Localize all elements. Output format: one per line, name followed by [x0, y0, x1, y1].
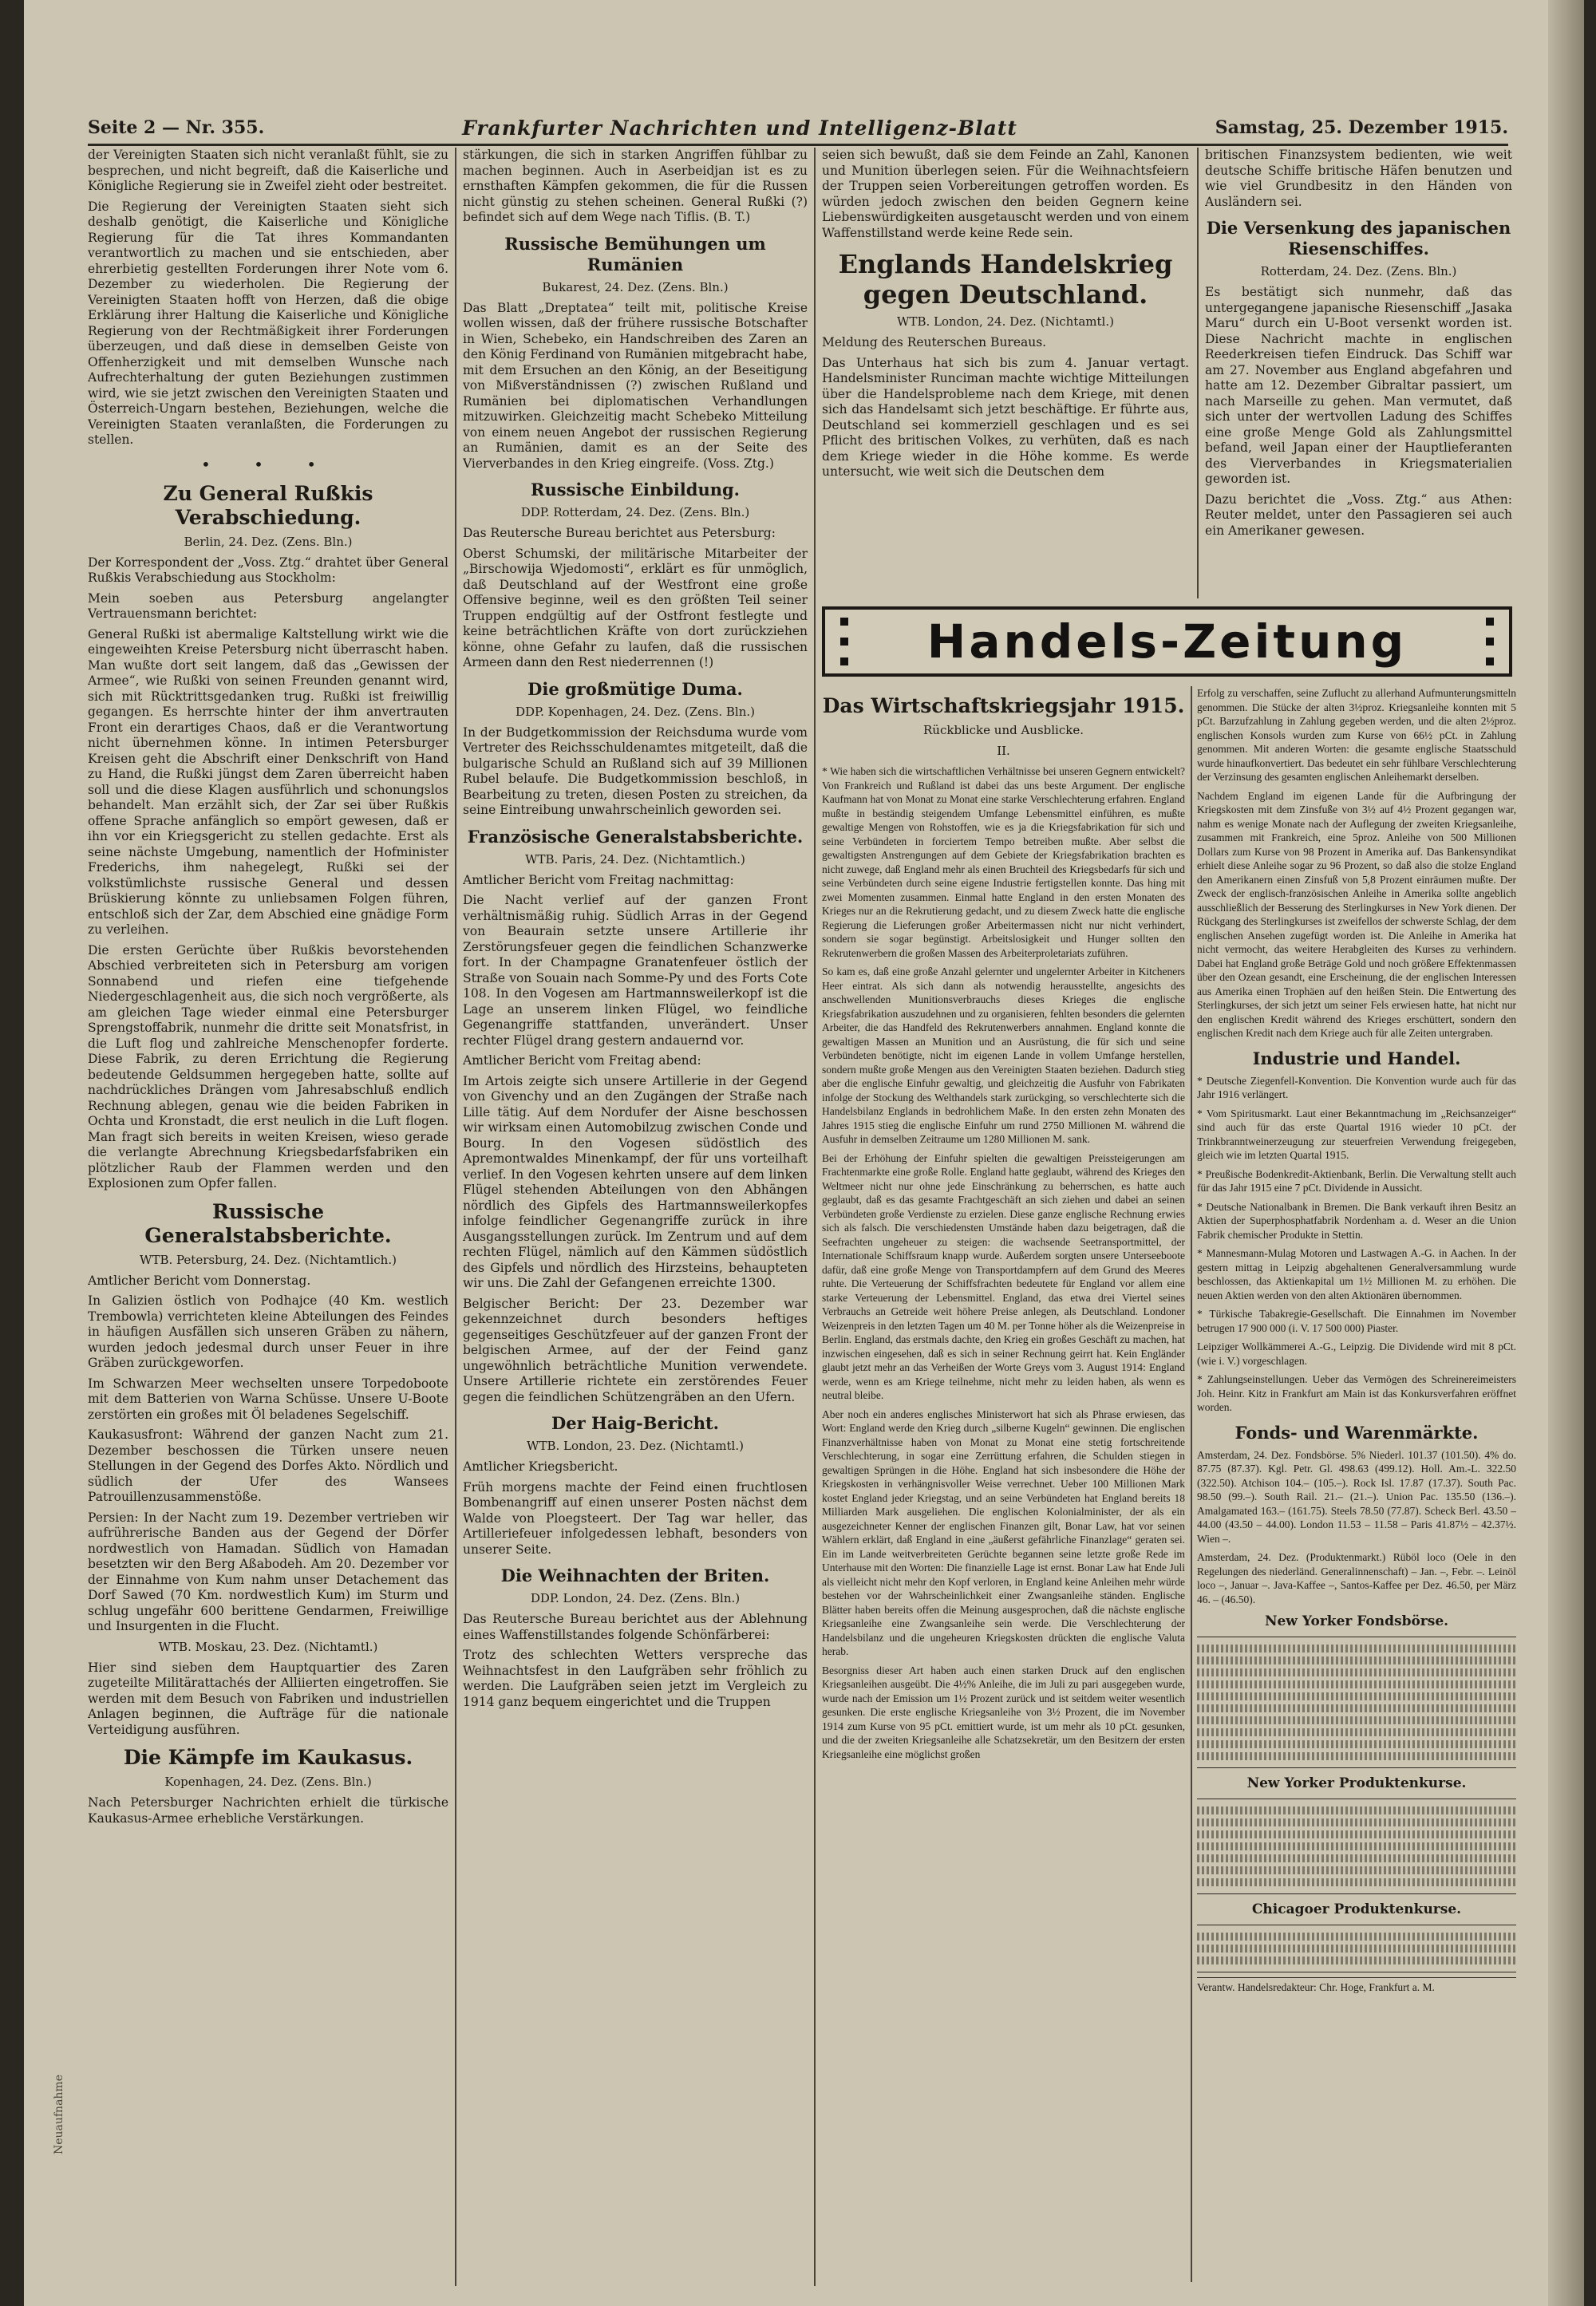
- article-text: Dazu berichtet die „Voss. Ztg.“ aus Athen: Reuter meldet, unter den Passagieren sei auch ein Amerikaner gewesen.: [1205, 492, 1512, 538]
- article-text: Das Reutersche Bureau berichtet aus der Ablehnung eines Waffenstillstandes folgende Schönfärberei:: [463, 1612, 808, 1642]
- article-text: Nachdem England im eigenen Lande für die Aufbringung der Kriegskosten mit dem Zinsfuße von 3½ auf 4½ Prozent gegangen war, nahm es wenige Monate nach der Auflegung der zweiten Kriegsanleihe, zusammen mit Frankreich, eine 5proz. Anleihe von 500 Millionen Dollars zum Kurse von 98 Prozent in Amerika auf. Das Bankensyndikat erhielt diese Anleihe sogar zu 96 Prozent, so daß also die stolze England den Amerikanern einen Zinsfuß von 5,8 Prozent einräumen mußte. Der Zweck der englisch-französischen Anleihe in Amerika sollte angeblich ausschließlich der Besserung des Sterlingkurses in New York dienen. Der Rückgang des Sterlingkurses ist zweifellos der schwerste Schlag, der dem englischen Ansehen zugefügt worden ist. Die Anleihe in Amerika hat nicht vermocht, das weitere Herabgleiten des Kurses zu verhindern. Dabei hat England große Beträge Gold und noch größere Effektenmassen über den Ozean gesandt, eine Erscheinung, die der englischen Interessen aus Amerika einen Trophäen auf den heißen Stein. Die Entwertung des Sterlingkurses, der sich jetzt um seiner Fels erwiesen hatte, hat nicht nur den englischen Kredit während des Krieges erschüttert, sondern den englischen Kredit nach dem Kriege auch für alle Zeiten untergraben.: [1197, 789, 1516, 1039]
- column-rule: [1191, 686, 1192, 2282]
- article-text: * Deutsche Ziegenfell-Konvention. Die Konvention wurde auch für das Jahr 1916 verlängert.: [1197, 1074, 1516, 1100]
- dateline: Bukarest, 24. Dez. (Zens. Bln.): [542, 279, 729, 294]
- column-2: [463, 148, 808, 2286]
- banner-ornament: [1482, 618, 1498, 665]
- subheadline: Rückblicke und Ausblicke.: [923, 723, 1084, 737]
- headline: Industrie und Handel.: [1252, 1048, 1461, 1068]
- article-text: * Türkische Tabakregie-Gesellschaft. Die Einnahmen im November betrugen 17 900 000 (i. V. 17 500 000) Piaster.: [1197, 1308, 1516, 1334]
- margin-stamp: Neuaufnahme: [53, 2075, 65, 2155]
- banner-ornament: [836, 618, 852, 665]
- article-text: General Rußki ist abermalige Kaltstellung wirkt wie die eingeweihten Kreise Petersburg nicht überrascht haben. Man wußte dort seit langem, daß das „Gewissen der Armee“, wie Rußki von seinen Freunden genannt wird, sich mit Rücktrittsgedanken trug. Rußki ist freiwillig gegangen. Es herrschte hinter der ihm anvertrauten Front ein derartiges Chaos, daß er die Verantwortung nicht übernehmen könne. In intimen Petersburger Kreisen geht die Abschrift einer Denkschrift von Hand zu Hand, die Rußki jüngst dem Zaren überreicht haben soll und die diese Klagen ausführlich und schonungslos behandelt. Man erzählt sich, der Zar sei über Rußkis offene Sprache anfänglich so empört gewesen, daß er ihn vor ein Kriegsgericht zu stellen gedachte. Erst als seine nächste Umgebung, namentlich der Hofminister Frederichs, ihm nahegelegt, Rußki sei der volkstümlichste russische General und dessen Brüskierung könnte zu unliebsamen Folgen führen, entschloß sich der Zar, dem Abschied eine gnädige Form zu verleihen.: [88, 626, 448, 937]
- headline: Die großmütige Duma.: [527, 678, 743, 699]
- article-text: Früh morgens machte der Feind einen fruchtlosen Bombenangriff auf einen unserer Posten nächst dem Walde von Ploegsteert. Der Tag war heller, das Artilleriefeuer infolgedessen lebhaft, besonders von unserer Seite.: [463, 1479, 808, 1557]
- column-1: [88, 148, 448, 2286]
- article-text: * Deutsche Nationalbank in Bremen. Die Bank verkauft ihren Besitz an Aktien der Superphosphatfabrik Nordenham a. d. Weser an die Union Fabrik chemischer Produkte in Stettin.: [1197, 1200, 1516, 1241]
- article-text: Meldung des Reuterschen Bureaus.: [822, 335, 1047, 349]
- page-edge: [1548, 0, 1584, 2306]
- article-text: Belgischer Bericht: Der 23. Dezember war gekennzeichnet durch besonders heftiges gegenseitiges Geschützfeuer auf der ganzen Front der belgischen Armee, auf der der Feind ganz ungewöhnlich beträchtliche Munition verwendete. Unsere Artillerie richtete ein zerstörendes Feuer gegen die feindlichen Schützengräben an den Ufern.: [463, 1296, 808, 1404]
- chicago-table: [1197, 1925, 1516, 1972]
- headline: Die Kämpfe im Kaukasus.: [123, 1746, 413, 1769]
- market-text: Amsterdam, 24. Dez. (Produktenmarkt.) Rüböl loco (Oele in den Regelungen des niederländ. Generalinnenschaft) – Jan. –, Febr. –. Leinöl loco –, Januar –. Java-Kaffee –, Santos-Kaffee per Dez. 46.50, per März 46. – (46.50).: [1197, 1551, 1516, 1605]
- dateline: DDP. London, 24. Dez. (Zens. Bln.): [530, 1591, 741, 1605]
- newspaper-page: [24, 0, 1584, 2306]
- headline: Der Haig-Bericht.: [551, 1413, 719, 1433]
- article-text: Mein soeben aus Petersburg angelangter Vertrauensmann berichtet:: [88, 590, 448, 621]
- editor-credit: Verantw. Handelsredakteur: Chr. Hoge, Frankfurt a. M.: [1197, 1977, 1516, 1994]
- dateline: Rotterdam, 24. Dez. (Zens. Bln.): [1260, 264, 1457, 278]
- article-text: Persien: In der Nacht zum 19. Dezember vertrieben wir aufrührerische Banden aus der Gegend der Dörfer nordwestlich von Hamadan. Südlich von Hamadan besetzten wir den Berg Aßabodeh. Am 20. Dezember vor der Einnahme von Kum nahm unser Detachement das Dorf Sawed (70 Km. nordwestlich Kum) im Sturm und schlug ungefähr 600 berittene Gendarmen, Freiwillige und Insurgenten in die Flucht.: [88, 1510, 448, 1633]
- article-text: Im Schwarzen Meer wechselten unsere Torpedoboote mit dem Batterien von Warna Schüsse. Unsere U-Boote zerstörten ein großes mit Öl beladenes Segelschiff.: [88, 1376, 448, 1422]
- article-text: So kam es, daß eine große Anzahl gelernter und ungelernter Arbeiter in Kitcheners Heer eintrat. Als sich dann als notwendig herausstellte, angesichts des anschwellenden Munitionsverbrauchs dieses Krieges die englische Kriegsfabrikation auszudehnen und zu organisieren, fehlten besonders die gelernten Arbeiter, die das Handfeld des Rekrutenwerbers annahmen. England konnte die gewaltigen Massen an Munition und an Ausrüstung, die für sich und seine Verbündeten benötigte, nicht im eigenen Lande in vollem Umfange herstellen, sondern mußte große Mengen aus den Vereinigten Staaten beziehen. Dadurch stieg aber die englische Einfuhr gewaltig, und gleichzeitig die Ausfuhr von Fabrikaten infolge der Stockung des Welthandels stark zurückging, so verschlechterte sich die Handelsbilanz Englands in bedrohlichem Maße. In den ersten zehn Monaten des Jahres 1915 stieg die englische Einfuhr um rund 2750 Millionen M. während die Ausfuhr in demselben Zeitraume um 1280 Millionen M. sank.: [822, 965, 1185, 1145]
- headline: Russische Generalstabsberichte.: [144, 1199, 392, 1247]
- issue-date: Samstag, 25. Dezember 1915.: [1215, 117, 1508, 138]
- article-text: britischen Finanzsystem bedienten, wie weit deutsche Schiffe britische Häfen benutzen und wie viel Grundbesitz in den Händen von Ausländern sei.: [1205, 148, 1512, 209]
- dateline: DDP. Kopenhagen, 24. Dez. (Zens. Bln.): [515, 704, 755, 719]
- article-text: Das Reutersche Bureau berichtet aus Petersburg:: [463, 526, 776, 540]
- table-heading: Chicagoer Produktenkurse.: [1251, 1901, 1462, 1917]
- section-banner: [822, 606, 1512, 677]
- dateline: WTB. Paris, 24. Dez. (Nichtamtlich.): [525, 851, 745, 867]
- article-text: Der Korrespondent der „Voss. Ztg.“ drahtet über General Rußkis Verabschiedung aus Stockholm:: [88, 555, 448, 585]
- product-table: [1197, 1799, 1516, 1894]
- article-text: Oberst Schumski, der militärische Mitarbeiter der „Birschowija Wjedomosti“, erklärt es für unmöglich, daß Deutschland auf der Westfront eine große Offensive beginne, weil es den größten Teil seiner Truppen endgültig auf der Ostfront festlegte und keine beträchtlichen Kräfte von dort zurückziehen könne, ohne Gefahr zu laufen, daß die russischen Armeen dann den Rest niederrennen (!): [463, 546, 808, 669]
- article-text: * Wie haben sich die wirtschaftlichen Verhältnisse bei unseren Gegnern entwickelt? Von Frankreich und Rußland ist dabei das uns beste Argument. Der englische Kaufmann hat von Monat zu Monat eine starke Verschlechterung erfahren. England mußte in beständig steigendem Umfange Lebensmittel einführen, es mußte gewaltige Mengen von Rohstoffen, wie es ja die Kriegsfabrikation für sich und seine Verbündeten in forciertem Tempo betreiben mußte. Aber selbst die gewaltigsten Anstrengungen auf dem Gebiete der Kriegsfabrikation brachten es nicht zuwege, daß England mehr als einen Bruchteil des Kriegsbedarfs für sich und seine Verbündeten durch seine eigene Industrie fertigstellen konnte. Das hing mit zwei Momenten zusammen. Einmal hatte England in den ersten Monaten des Krieges nur an die Rekrutierung gedacht, und zu diesem Zweck hatte die englische Regierung die Lieferungen großer Arbeitermassen nicht nur nicht verhindert, sondern sie sogar begünstigt. Arbeitslosigkeit und Hunger sollten den Rekrutenwerbern die großen Massen des Arbeiterproletariats zuführen.: [822, 765, 1185, 959]
- dateline: Kopenhagen, 24. Dez. (Zens. Bln.): [164, 1775, 372, 1789]
- dateline: WTB. Petersburg, 24. Dez. (Nichtamtlich.): [140, 1252, 397, 1267]
- dateline: WTB. London, 23. Dez. (Nichtamtl.): [527, 1439, 744, 1453]
- column-rule: [1197, 148, 1199, 598]
- page-number: Seite 2 — Nr. 355.: [88, 117, 265, 138]
- article-text: * Zahlungseinstellungen. Ueber das Vermögen des Schreinereimeisters Joh. Heinr. Kitz in Frankfurt am Main ist das Konkursverfahren eröffnet worden.: [1197, 1373, 1516, 1413]
- article-text: Es bestätigt sich nunmehr, daß das untergegangene japanische Riesenschiff „Jasaka Maru“ durch ein U-Boot versenkt worden ist. Diese Nachricht machte in englischen Reederkreisen tiefen Eindruck. Das Schiff war am 27. November aus England abgefahren und hatte am 12. Dezember Gibraltar passiert, um nach Marseille zu gehen. Man vermutet, daß sich unter der wertvollen Ladung des Schiffes eine große Menge Gold als Zahlungsmittel befand, weil Japan einer der Hauptlieferanten des Vierverbandes in Kriegsmaterialien geworden ist.: [1205, 285, 1512, 486]
- headline: Die Versenkung des japanischen Riesenschiffes.: [1206, 218, 1511, 259]
- headline: Zu General Rußkis Verabschiedung.: [163, 481, 373, 529]
- article-text: Amtlicher Bericht vom Freitag nachmittag:: [463, 872, 734, 887]
- article-text: Das Blatt „Dreptatea“ teilt mit, politische Kreise wollen wissen, daß der frühere russische Botschafter in Wien, Schebeko, ein Handschreiben des Zaren an den König Ferdinand von Rumänien mitgebracht habe, mit dem Ersuchen an den König, an der Beseitigung von Mißverständnissen (?) zwischen Rußland und Rumänien bei diplomatischen Verhandlungen mitzuwirken. Gleichzeitig macht Schebeko Mitteilung von einem neuen Angebot der russischen Regierung an Rumänien, damit es an der Seite des Vierverbandes in den Krieg eingreife. (Voss. Ztg.): [463, 300, 808, 471]
- article-text: Bei der Erhöhung der Einfuhr spielten die gewaltigen Preissteigerungen am Frachtenmarkte eine große Rolle. England hatte geglaubt, während des Krieges den Weltmeer nicht nur ohne jede Einschränkung zu beherrschen, es hatte auch geglaubt, daß es das gesamte Frachtgeschäft an sich ziehen und dabei an seinen Verbündeten große Verdienste zu erzielen. Diese ganze englische Rechnung erwies sich als falsch. Die verschiedensten Umstände haben dazu beigetragen, daß die Seefrachten ungeheuer zu steigen: die wachsende Seetransportmittel, der Internationale Schiffsraum knapp wurde. Außerdem sorgten unsere Unterseeboote dafür, daß eine große Menge von Transportdampfern auf dem Grund des Meeres ruhte. Die Verteuerung der Schiffsfrachten bedeutete für England vor allem eine starke Verteuerung der Lebensmittel. England, das etwa drei Viertel seines Verbrauchs an Getreide weit höhere Preise anlegen, als Deutschland. Londoner Weizenpreis in den letzten Tagen um 40 M. per Tonne höher als die Weizenpreise in Berlin. England, das erstmals dachte, den Krieg ein großes Geschäft zu machen, hat inzwischen eingesehen, daß es sich in seiner Rechnung geirrt hat. Kein Engländer glaubt jetzt mehr an das Verheißen der Worte Greys vom 3. August 1914: England werde, wenn es am Kriege teilnehme, nicht mehr zu leiden haben, als wenn es neutral bleibe.: [822, 1151, 1185, 1401]
- article-text: Erfolg zu verschaffen, seine Zuflucht zu allerhand Aufmunterungsmitteln genommen. Die Stücke der alten 3½proz. Kriegsanleihe konnten mit 5 pCt. Barzufzahlung in Zahlung gegeben werden, und die alten 2½proz. englischen Konsols wurden zum Kurse von 66½ pCt. in Zahlung genommen. Mit anderen Worten: die gesamte englische Staatsschuld wurde hinaufkonvertiert. Das bedeutet ein sehr fühlbare Verschlechterung der Verzinsung des gesamten englischen Anleihemarkt derselben.: [1197, 687, 1516, 783]
- article-text: In der Budgetkommission der Reichsduma wurde vom Vertreter des Reichsschuldenamtes mitgeteilt, daß die bulgarische Schuld an Rußland sich auf 39 Millionen Rubel belaufe. Die Budgetkommission beschloß, in Bearbeitung zu treten, diesen Posten zu streichen, da seine Eintreibung unwahrscheinlich geworden sei.: [463, 725, 808, 817]
- column-rule: [455, 148, 456, 2286]
- article-text: Nach Petersburger Nachrichten erhielt die türkische Kaukasus-Armee erhebliche Verstärkungen.: [88, 1795, 448, 1826]
- banner-title: Handels-Zeitung: [926, 614, 1408, 669]
- article-text: * Vom Spiritusmarkt. Laut einer Bekanntmachung im „Reichsanzeiger“ sind auch für das erste Quartal 1916 wieder 10 pCt. der Trinkbranntweinerzeugung zur steuerfreien Verwendung freigegeben, gleich wie im letzten Quartal 1915.: [1197, 1107, 1516, 1161]
- article-text: der Vereinigten Staaten sich nicht veranlaßt fühlt, sie zu besprechen, und nicht begreift, daß die Kaiserliche und Königliche Regierung sie in Zweifel zieht oder bestreitet.: [88, 148, 448, 193]
- article-text: Im Artois zeigte sich unsere Artillerie in der Gegend von Givenchy und an den Zugängen der Straße nach Lille tätig. Auf dem Nordufer der Aisne beschossen wir wirksam einen Automobilzug zwischen Conde und Bourg. In den Vogesen südöstlich des Apremontwaldes Minenkampf, der für uns vorteilhaft verlief. In den Vogesen kehrten unsere auf dem linken Flügel stehenden Abteilungen von den Abhängen nördlich des Gipfels des Hartmannsweilerkopfes infolge feindlicher Gegenangriffe zurück in ihre Ausgangsstellungen zurück. Im Zentrum und auf dem rechten Flügel, nämlich auf den Kämmen südöstlich des Gipfels und nördlich des Hirzsteins, behaupteten wir uns. Die Zahl der Gefangenen erreichte 1300.: [463, 1073, 808, 1290]
- part-number: II.: [997, 744, 1010, 758]
- column-6: [1197, 686, 1516, 2282]
- column-3: [822, 148, 1189, 658]
- article-text: stärkungen, die sich in starken Angriffen fühlbar zu machen beginnen. Auch in Aserbeidjan ist es zu ernsthaften Kämpfen gekommen, die für die Russen nicht günstig zu stehen scheinen. General Rußki (?) befindet sich auf dem Wege nach Tiflis. (B. T.): [463, 148, 808, 224]
- stock-table: [1197, 1637, 1516, 1768]
- article-text: In Galizien östlich von Podhajce (40 Km. westlich Trembowla) verrichteten kleine Abteilungen des Feindes in häufigen Ausfällen sich unseren Gräben zu nähern, wurden jedoch jedesmal durch unser Feuer in ihre Gräben zurückgeworfen.: [88, 1293, 448, 1370]
- article-text: Die ersten Gerüchte über Rußkis bevorstehenden Abschied verbreiteten sich in Petersburg am vorigen Sonnabend und riefen eine tiefgehende Niedergeschlagenheit aus, die sich noch vergrößerte, als am gleichen Tage wieder einmal eine Petersburger Sprengstoffabrik, nunmehr die dritte seit Monatsfrist, in die Luft flog und zahlreiche Menschenopfer forderte. Diese Fabrik, zu deren Errichtung die Regierung bedeutende Geldsummen hergegeben hatte, sollte auf nachdrückliches Drängen vom Jahresabschluß endlich Rechnung ablegen, genau wie die beiden Fabriken in Ochta und Kronstadt, die erst neulich in die Luft flogen. Man fragt sich bereits in weiten Kreisen, wieso gerade die verlangte Abrechnung Kriegsbedarfsfabriken ein plötzlicher Raub der Flammen werden und den Explosionen zum Opfer fallen.: [88, 942, 448, 1191]
- article-text: Die Regierung der Vereinigten Staaten sieht sich deshalb genötigt, die Kaiserliche und Königliche Regierung für die Tat ihres Kommandanten verantwortlich zu machen und sie entschieden, aber ehrerbietig gestellten Forderungen ihrer Note vom 6. Dezember zu wiederholen. Die Regierung der Vereinigten Staaten hofft von Herzen, daß die obige Erklärung ihrer Haltung die Kaiserliche und Königliche Regierung von der Rechtmäßigkeit ihrer Forderungen überzeugen, und daß diese in demselben Geiste von Offenherzigkeit und mit demselben Wunsche nach Aufrechterhaltung der guten Beziehungen zustimmen wird, wie sie jetzt zwischen den Vereinigten Staaten und Österreich-Ungarn bestehen, Beziehungen, welche die Vereinigten Staaten veranlaßten, die Forderungen zu stellen.: [88, 199, 448, 447]
- column-5: [822, 686, 1185, 2282]
- dateline: WTB. Moskau, 23. Dez. (Nichtamtl.): [158, 1639, 378, 1654]
- column-4: [1205, 148, 1512, 658]
- dateline: DDP. Rotterdam, 24. Dez. (Zens. Bln.): [520, 505, 750, 519]
- section-divider: • • •: [200, 454, 336, 474]
- article-text: Hier sind sieben dem Hauptquartier des Zaren zugeteilte Militärattachés der Alliierten eingetroffen. Sie werden mit dem Besuch von Fabriken und industriellen Anlagen beginnen, die Aufträge für die nationale Verteidigung ausführen.: [88, 1660, 448, 1737]
- column-rule: [814, 148, 816, 2286]
- page-header: [88, 112, 1508, 146]
- article-text: Das Unterhaus hat sich bis zum 4. Januar vertagt. Handelsminister Runciman machte wichtige Mitteilungen über die Handelsprobleme nach dem Kriege, mit denen sich das Handelsamt sich jetzt beschäftige. Er führte aus, Deutschland sei kommerziell geschlagen und es sei Pflicht des britischen Volkes, zu verhüten, daß es nach dem Kriege wieder in die Höhe komme. Es werde untersucht, wie weit sich die Deutschen dem: [822, 355, 1189, 479]
- article-text: Besorgniss dieser Art haben auch einen starken Druck auf den englischen Kriegsanleihen ausgeübt. Die 4½% Anleihe, die im Juli zu pari ausgegeben wurde, wurde nach der Emission um 1½ Prozent zurück und ist seitdem weiter wesentlich gesunken. Die erste englische Kriegsanleihe von 3½ Prozent, die im November 1914 zum Kurse von 95 pCt. emittiert wurde, ist um mehr als 10 pCt. gesunken, und die der zweiten Kriegsanleihe alle Schatzsekretär, um den Besitzern der ersten Kriegsanleihe eine möglichst großen: [822, 1664, 1185, 1760]
- headline: Französische Generalstabsberichte.: [467, 826, 804, 847]
- masthead-title: Frankfurter Nachrichten und Intelligenz-Blatt: [462, 116, 1017, 140]
- article-text: Amtlicher Bericht vom Donnerstag.: [88, 1273, 311, 1288]
- headline: Englands Handelskrieg gegen Deutschland.: [838, 249, 1173, 310]
- article-text: Kaukasusfront: Während der ganzen Nacht zum 21. Dezember beschossen die Türken unsere neuen Stellungen in der Gegend des Dorfes Akto. Nördlich und südlich der Ufer des Wansees Patrouillenzusammenstöße.: [88, 1427, 448, 1504]
- headline: Russische Bemühungen um Rumänien: [504, 233, 766, 274]
- dateline: Berlin, 24. Dez. (Zens. Bln.): [184, 534, 353, 549]
- article-text: * Mannesmann-Mulag Motoren und Lastwagen A.-G. in Aachen. In der gestern mittag in Leipzig abgehaltenen Generalversammlung wurde beschlossen, das Aktienkapital um 1½ Millionen M. zu erhöhen. Die neuen Aktien werden von den alten Aktionären übernommen.: [1197, 1247, 1516, 1301]
- headline: Das Wirtschaftskriegsjahr 1915.: [822, 694, 1185, 717]
- article-text: * Preußische Bodenkredit-Aktienbank, Berlin. Die Verwaltung stellt auch für das Jahr 1915 eine 7 pCt. Dividende in Aussicht.: [1197, 1167, 1516, 1194]
- article-text: Die Nacht verlief auf der ganzen Front verhältnismäßig ruhig. Südlich Arras in der Gegend von Beaurain setzte unsere Artillerie ihr Zerstörungsfeuer gegen die feindlichen Schanzwerke fort. In der Champagne Granatenfeuer östlich der Straße von Souain nach Somme-Py und des Forts Cote 108. In den Vogesen am Hartmannsweilerkopf ist die Lage an unserem linken Flügel, wo feindliche Gegenangriffe stattfanden, unverändert. Unser rechter Flügel drang gestern andauernd vor.: [463, 893, 808, 1048]
- market-text: Amsterdam, 24. Dez. Fondsbörse. 5% Niederl. 101.37 (101.50). 4% do. 87.75 (87.37). Kgl. Petr. Gl. 498.63 (499.12). Holl. Am.-L. 322.50 (322.50). Atchison 104.– (105.–). Rock Isl. 17.87 (17.37). South Pac. 98.50 (99.–). South Rail. 21.– (21.–). Union Pac. 135.50 (136.–). Amalgamated 163.– (161.75). Steels 78.50 (77.87). Scheck Berl. 43.50 – 44.00 (43.50 – 44.00). London 11.53 – 11.58 – Paris 41.87½ – 42.37½. Wien –.: [1197, 1448, 1516, 1545]
- headline: Russische Einbildung.: [531, 480, 740, 500]
- dateline: WTB. London, 24. Dez. (Nichtamtl.): [897, 314, 1114, 329]
- table-heading: New Yorker Produktenkurse.: [1246, 1775, 1467, 1791]
- table-heading: New Yorker Fondsbörse.: [1264, 1613, 1449, 1629]
- article-text: Amtlicher Kriegsbericht.: [463, 1459, 618, 1474]
- article-text: Amtlicher Bericht vom Freitag abend:: [463, 1053, 701, 1068]
- headline: Fonds- und Warenmärkte.: [1235, 1422, 1479, 1443]
- article-text: Aber noch ein anderes englisches Ministerwort hat sich als Phrase erwiesen, das Wort: England werde den Krieg durch „silberne Kugeln“ gewinnen. Die englischen Finanzverhältnisse haben von Monat zu Monat eine stetig fortschreitende Verschlechterung, in sogar eine Zerrüttung erfahren, die Schulden stiegen in gewaltigen Sprüngen in die Höhe. England hat sich insbesondere die Höhe der Kriegskosten in verhängnisvoller Weise verrechnet. Ueber 100 Millionen Mark kostet England jeder Kriegstag, und an seine Verbündeten hat England bereits 18 Milliarden Mark ausgeliehen. Die englischen Kolonialminister, der als ein ausgezeichneter Kenner der englischen Finanzen gilt, Bonar Law, hat vor seinen Wählern erklärt, daß England in eine „äußerst gefährliche Finanzlage“ geraten sei. Ein im Lande weitverbreiteten Gerüchte begannen seine letzte große Rede im Unterhause mit den Worten: Die finanzielle Lage ist ernst. Bonar Law hat Ende Juli als vielleicht nicht mehr den Kopf verloren, in England keine Anleihen mehr würde bestehen vor der Wahrscheinlichkeit einer Zwangsanleihe ständen. Englische Blätter haben bereits offen die Meinung ausgesprochen, daß die nächste englische Kriegsanleihe eine Zwangsanleihe sein werde. Die Verschlechterung der Handelsbilanz und die ungeheuren Kriegskosten drückten die englische Valuta herab.: [822, 1408, 1185, 1657]
- headline: Die Weihnachten der Briten.: [500, 1566, 770, 1585]
- article-text: Leipziger Wollkämmerei A.-G., Leipzig. Die Dividende wird mit 8 pCt. (wie i. V.) vorgeschlagen.: [1197, 1341, 1516, 1367]
- article-text: seien sich bewußt, daß sie dem Feinde an Zahl, Kanonen und Munition überlegen seien. Für die Weihnachtsfeiern der Truppen seien Vorbereitungen getroffen worden. Es würden jedoch zwischen den beiden Gegnern keine Liebenswürdigkeiten ausgetauscht werden und von einem Waffenstillstand werde keine Rede sein.: [822, 148, 1189, 240]
- article-text: Trotz des schlechten Wetters verspreche das Weihnachtsfest in den Laufgräben sehr fröhlich zu werden. Die Laufgräben seien jetzt im Vergleich zu 1914 ganz bequem eingerichtet und die Truppen: [463, 1648, 808, 1709]
